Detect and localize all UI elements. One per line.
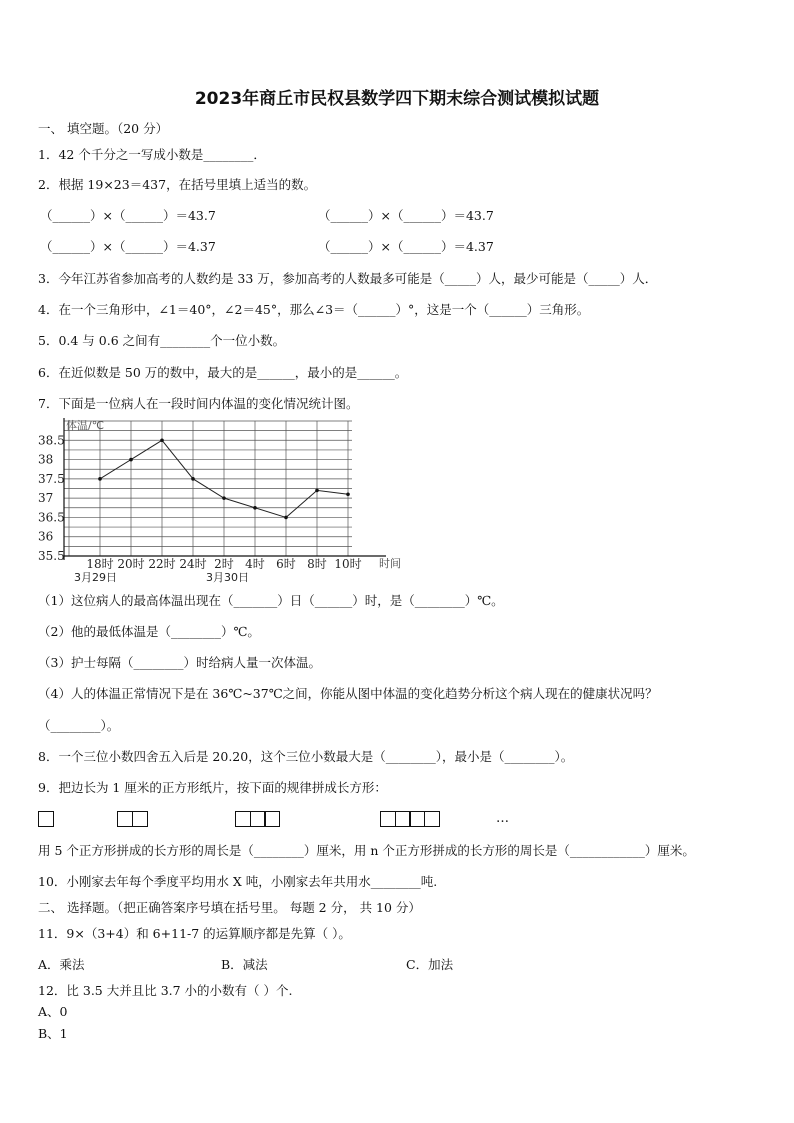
date-label: 3月29日 [74, 571, 117, 584]
question-11: 11．9×（3+4）和 6+11-7 的运算顺序都是先算（ ）。 [38, 926, 351, 941]
q2-row-2-left: （______）×（______）＝4.37 [40, 239, 216, 254]
x-axis-label: 时间 [379, 557, 401, 570]
temperature-line-chart [36, 418, 416, 586]
data-point [98, 477, 102, 481]
data-point [346, 492, 350, 496]
pattern-ellipsis: … [496, 811, 509, 826]
y-tick-label: 38 [38, 452, 54, 467]
chart-axes [64, 418, 386, 560]
question-5: 5．0.4 与 0.6 之间有________个一位小数。 [38, 333, 286, 348]
square-group-4 [380, 811, 438, 828]
x-tick-label: 20时 [117, 557, 145, 571]
question-8: 8．一个三位小数四舍五入后是 20.20，这个三位小数最大是（________），最小是（________）。 [38, 749, 574, 764]
y-tick-label: 37.5 [38, 471, 65, 486]
data-point [253, 506, 257, 510]
x-tick-label: 8时 [307, 557, 327, 571]
question-12: 12．比 3.5 大并且比 3.7 小的小数有（ ）个. [38, 983, 293, 998]
section2-header: 二、 选择题。（把正确答案序号填在括号里。 每题 2 分， 共 10 分） [38, 900, 421, 915]
square-group-3 [235, 811, 279, 828]
data-point [129, 458, 133, 462]
q7-sub-4: （4）人的体温正常情况下是在 36℃~37℃之间，你能从图中体温的变化趋势分析这个病人现在的健康状况吗？ [38, 686, 658, 701]
question-1: 1．42 个千分之一写成小数是________． [38, 147, 266, 162]
q11-option-a: A．乘法 [38, 957, 85, 972]
data-point [284, 516, 288, 520]
q7-sub-1: （1）这位病人的最高体温出现在（_______）日（______）时，是（________）℃。 [38, 593, 504, 608]
question-6: 6．在近似数是 50 万的数中，最大的是______，最小的是______。 [38, 365, 408, 380]
data-point [191, 477, 195, 481]
question-9: 9．把边长为 1 厘米的正方形纸片，按下面的规律拼成长方形： [38, 780, 387, 795]
question-7: 7．下面是一位病人在一段时间内体温的变化情况统计图。 [38, 396, 359, 411]
question-10: 10．小刚家去年每个季度平均用水 X 吨，小刚家去年共用水________吨. [38, 874, 438, 889]
q12-option-a: A、0 [38, 1004, 68, 1019]
x-tick-label: 22时 [148, 557, 176, 571]
x-tick-label: 18时 [86, 557, 114, 571]
date-label: 3月30日 [206, 571, 249, 584]
q7-sub-2: （2）他的最低体温是（________）℃。 [38, 624, 260, 639]
y-tick-label: 36 [38, 529, 54, 544]
square-group-2 [117, 811, 146, 828]
y-tick-label: 38.5 [38, 433, 65, 448]
x-tick-label: 6时 [276, 557, 296, 571]
q11-option-b: B．减法 [221, 957, 268, 972]
q12-option-b: B、1 [38, 1026, 68, 1041]
y-axis-label: 体温/℃ [66, 419, 105, 432]
x-tick-label: 4时 [245, 557, 265, 571]
q2-row-1-left: （______）×（______）＝43.7 [40, 208, 216, 223]
q9-answer: 用 5 个正方形拼成的长方形的周长是（________）厘米，用 n 个正方形拼成的长方形的周长是（____________）厘米。 [38, 843, 695, 858]
q7-sub-3: （3）护士每隔（________）时给病人量一次体温。 [38, 655, 321, 670]
question-3: 3．今年江苏省参加高考的人数约是 33 万，参加高考的人数最多可能是（_____）人，最少可能是（_____）人． [38, 271, 658, 286]
section1-header: 一、 填空题。（20 分） [38, 121, 169, 136]
data-point [160, 438, 164, 442]
page-title: 2023年商丘市民权县数学四下期末综合测试模拟试题 [194, 89, 600, 109]
q2-row-2-right: （______）×（______）＝4.37 [318, 239, 494, 254]
q11-option-c: C．加法 [406, 957, 454, 972]
x-tick-label: 2时 [214, 557, 234, 571]
y-tick-label: 36.5 [38, 510, 65, 525]
question-2: 2．根据 19×23＝437，在括号里填上适当的数。 [38, 177, 317, 192]
y-tick-label: 37 [38, 491, 54, 506]
x-tick-label: 10时 [334, 557, 362, 571]
chart-labels [38, 418, 401, 584]
x-tick-label: 24时 [179, 557, 207, 571]
q7-sub-4-answer: （________）。 [38, 718, 120, 733]
data-point [222, 496, 226, 500]
q2-row-1-right: （______）×（______）＝43.7 [318, 208, 494, 223]
y-tick-label: 35.5 [38, 549, 65, 563]
square-group-1 [38, 811, 53, 828]
data-point [315, 489, 319, 493]
question-4: 4．在一个三角形中，∠1＝40°，∠2＝45°，那么∠3＝（______）°，这是一个（______）三角形。 [38, 302, 590, 317]
